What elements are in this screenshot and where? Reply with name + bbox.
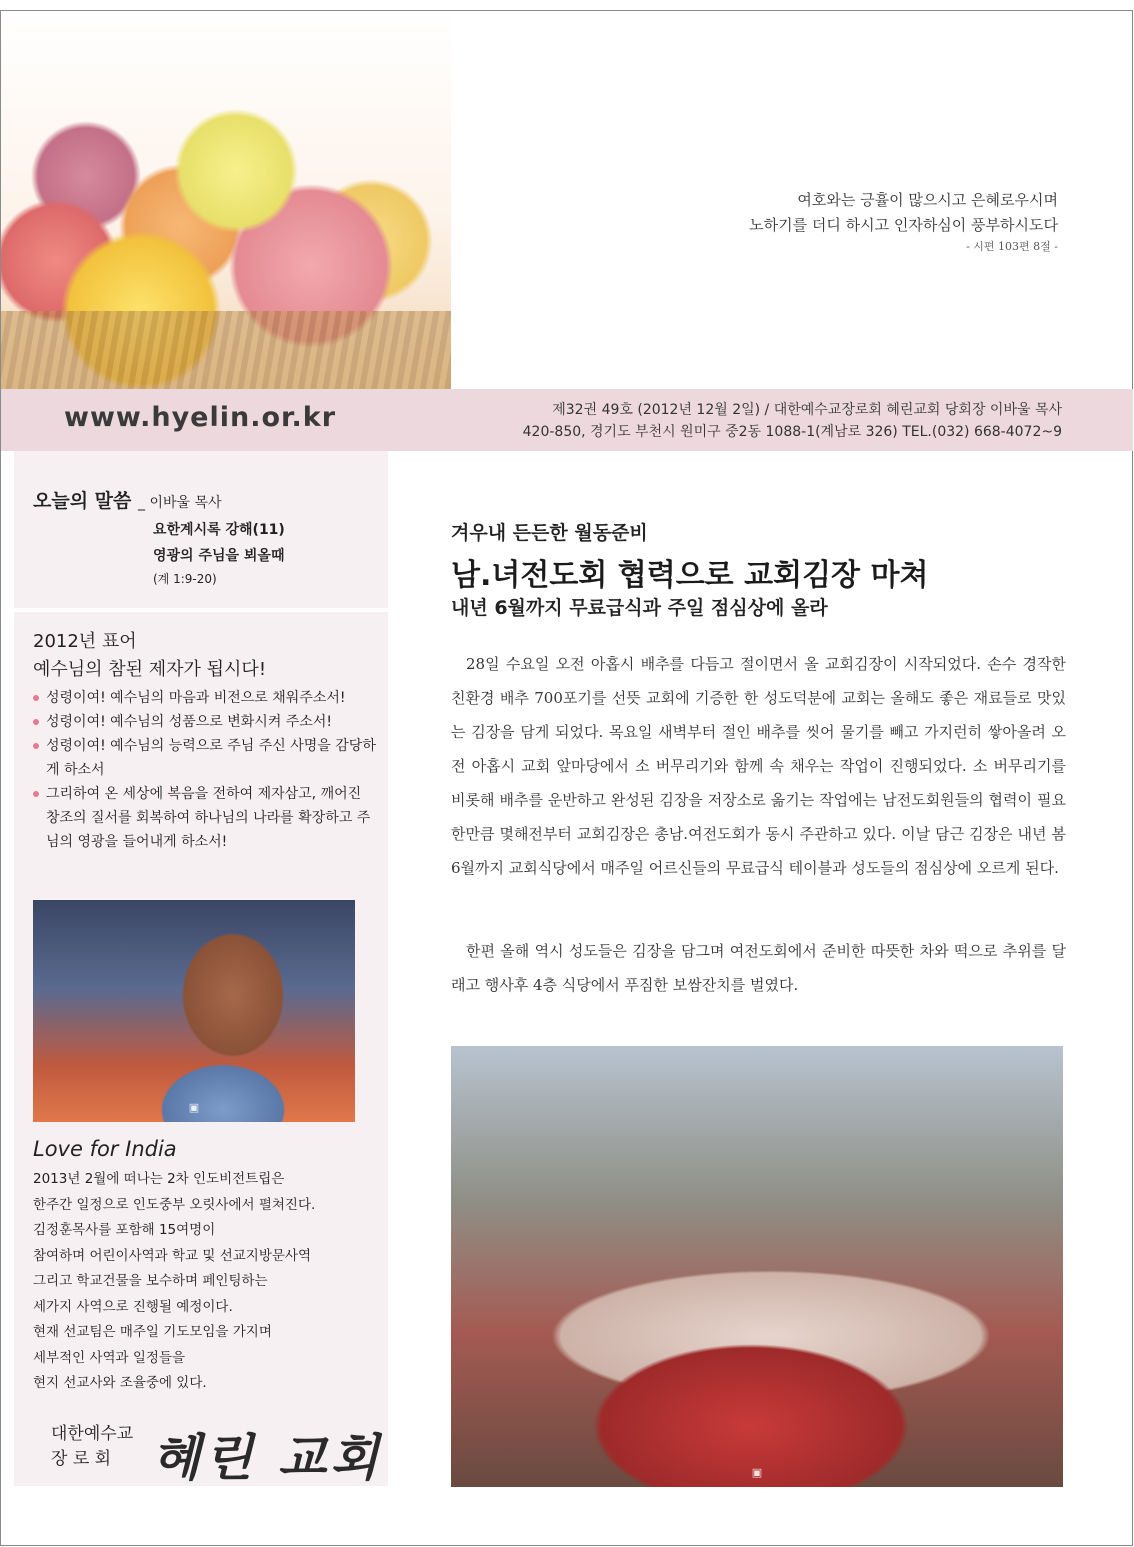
verse-line-2: 노하기를 더디 하시고 인자하심이 풍부하시도다	[749, 216, 1058, 234]
india-line: 세가지 사역으로 진행될 예정이다.	[33, 1298, 233, 1315]
basket-shape	[1, 311, 451, 389]
motto-item: 그리하여 온 세상에 복음을 전하여 제자삼고, 깨어진 창조의 질서를 회복하여 하나님의 나라를 확장하고 주님의 영광을 들어내게 하소서!	[33, 782, 378, 854]
india-title: Love for India	[33, 1137, 177, 1161]
article-subhead: 내년 6월까지 무료급식과 주일 점심상에 올라	[451, 597, 828, 619]
todays-word-author: _ 이바울 목사	[138, 495, 222, 511]
motto-item: 성령이여! 예수님의 능력으로 주님 주신 사명을 감당하게 하소서	[33, 734, 378, 782]
india-line: 김정훈목사를 포함해 15여명이	[33, 1222, 216, 1238]
website-link[interactable]: www.hyelin.or.kr	[64, 402, 337, 433]
motto-item: 성령이여! 예수님의 마음과 비전으로 채워주소서!	[33, 686, 378, 710]
publication-line-2: 420-850, 경기도 부천시 원미구 중2동 1088-1(계남로 326) TEL.(032) 668-4072~9	[522, 424, 1062, 440]
article-paragraph-2: 한편 올해 역시 성도들은 김장을 담그며 여전도회에서 준비한 따뜻한 차와 떡으로 추위를 달래고 행사후 4층 식당에서 푸짐한 보쌈잔치를 벌였다.	[451, 942, 1066, 994]
verse-line-1: 여호와는 긍휼이 많으시고 은혜로우시며	[797, 191, 1058, 209]
india-line: 그리고 학교건물을 보수하며 페인팅하는	[33, 1273, 268, 1289]
sermon-title: 영광의 주님을 뵈올때	[153, 548, 285, 564]
logo-line-2: 장 로 회	[51, 1449, 112, 1469]
article-kicker: 겨우내 든든한 월동준비	[451, 522, 648, 544]
article-paragraph-1: 28일 수요일 오전 아홉시 배추를 다듬고 절이면서 올 교회김장이 시작되었다. 손수 경작한 친환경 배추 700포기를 선뜻 교회에 기증한 한 성도덕분에 교회는 올해도 좋은 재료들로 맛있는 김장을 담게 되었다. 목요일 새벽부터 절인 배추를 씻어 물기를 빼고 가지런히 쌓아올려 오전 아홉시 교회 앞마당에서 소 버무리기와 함께 속 채우는 작업이 진행되었다. 소 버무리기를 비롯해 배추를 운반하고 완성된 김장을 저장소로 옮기는 작업에는 남전도회원들의 협력이 필요한만큼 몇해전부터 교회김장은 총남.여전도회가 동시 주관하고 있다. 이날 담근 김장은 내년 봄 6월까지 교회식당에서 매주일 어르신들의 무료급식 테이블과 성도들의 점심상에 오르게 된다.	[451, 655, 1066, 877]
publication-line-1: 제32권 49호 (2012년 12월 2일) / 대한예수교장로회 혜린교회 당회장 이바울 목사	[552, 402, 1062, 418]
motto-item: 성령이여! 예수님의 성품으로 변화시켜 주소서!	[33, 710, 378, 734]
india-line: 세부적인 사역과 일정들을	[33, 1349, 186, 1366]
india-line: 한주간 일정으로 인도중부 오릿사에서 펼쳐진다.	[33, 1196, 316, 1213]
photo-placeholder-icon: ▣	[751, 1466, 763, 1479]
photo-placeholder-icon: ▣	[188, 1101, 200, 1114]
india-line: 참여하며 어린이사역과 학교 및 선교지방문사역	[33, 1247, 311, 1264]
logo-line-1: 대한예수교	[51, 1424, 134, 1444]
sidebar-divider	[14, 608, 388, 612]
todays-word-label: 오늘의 말씀	[33, 490, 132, 512]
sermon-series: 요한계시록 강해(11)	[153, 522, 285, 538]
header-verse	[749, 188, 1058, 256]
motto-year: 2012년 표어	[33, 631, 137, 652]
church-logo-denomination	[51, 1422, 133, 1472]
kimchi-event-photo	[451, 1046, 1063, 1487]
article-headline: 남.녀전도회 협력으로 교회김장 마쳐	[451, 558, 929, 593]
publication-info	[523, 399, 1062, 443]
india-child-photo	[33, 900, 355, 1122]
motto-list	[33, 686, 378, 854]
india-line: 2013년 2월에 떠나는 2차 인도비전트립은	[33, 1171, 285, 1187]
india-line: 현재 선교팀은 매주일 기도모임을 가지며	[33, 1324, 272, 1340]
sermon-reference: (계 1:9-20)	[153, 572, 217, 586]
india-line: 현지 선교사와 조율중에 있다.	[33, 1375, 207, 1391]
todays-word-title	[33, 486, 222, 513]
verse-reference: - 시편 103편 8절 -	[966, 240, 1058, 253]
india-text	[33, 1167, 378, 1397]
motto-main: 예수님의 참된 제자가 됩시다!	[33, 659, 267, 680]
yarn-photo	[1, 11, 451, 389]
church-logo-name: 혜린 교회	[152, 1428, 383, 1487]
